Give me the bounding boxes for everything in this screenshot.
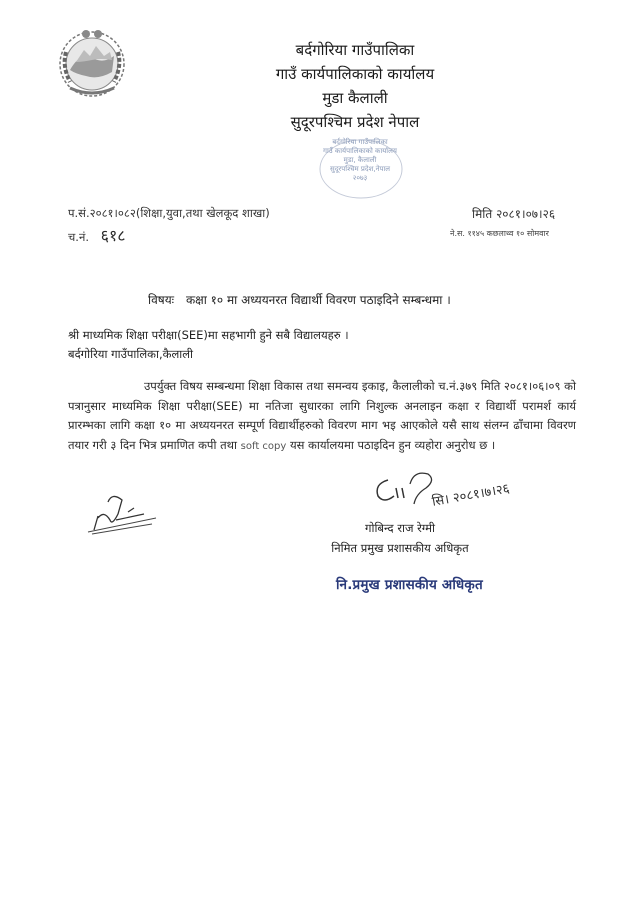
seal-line-2: गाउँ कार्यपालिकाको कार्यालय xyxy=(323,147,397,155)
officer-signature xyxy=(370,470,440,510)
dispatch-number: ६१८ xyxy=(100,226,126,245)
letter-reference-number: प.सं.२०८१।०८२(शिक्षा,युवा,तथा खेलकूद शाखा) xyxy=(68,206,270,220)
body-text-part-1: उपर्युक्त विषय सम्बन्धमा शिक्षा विकास तथा समन्वय इकाइ, कैलालीको च.नं.३७९ मिति २०८१।०६।०९ को पत्रानुसार माध्यमिक शिक्षा परीक्षा(SEE) मा नतिजा सुधारका लागि निशुल्क अनलाइन कक्षा र विद्यार्थी परामर्श कार्य प्रारम्भका लागि कक्षा १० मा अध्ययनरत सम्पूर्ण विद्यार्थीहरुको विवरण माग भइ आएकोले यसै साथ संलग्न ढाँचामा विवरण तयार गरी ३ दिन भित्र प्रमाणित कपी तथा xyxy=(68,379,576,452)
designation-stamp: नि.प्रमुख प्रशासकीय अधिकृत xyxy=(336,577,483,593)
signer-block xyxy=(300,518,500,558)
municipality-name: बर्दगोरिया गाउँपालिका xyxy=(295,41,415,59)
seal-line-5: २०७३ xyxy=(352,174,368,182)
office-location: मुडा कैलाली xyxy=(322,89,388,107)
letterhead xyxy=(215,38,495,134)
signature-date-note: सि। २०८१।७।२६ xyxy=(430,481,511,510)
initials-signature xyxy=(82,492,162,536)
letter-body xyxy=(68,377,576,456)
body-text-soft-copy: soft copy xyxy=(240,440,287,452)
signer-designation: निमित प्रमुख प्रशासकीय अधिकृत xyxy=(331,541,469,555)
subject-text: कक्षा १० मा अध्ययनरत विद्यार्थी विवरण पठाइदिने सम्बन्धमा । xyxy=(185,293,451,307)
seal-line-1: बर्दगोरिया गाउँपालिका xyxy=(332,138,388,146)
seal-line-3: मुडा, कैलाली xyxy=(343,156,377,164)
dispatch-number-row xyxy=(68,224,126,246)
province-country: सुदूरपश्चिम प्रदेश नेपाल xyxy=(290,113,420,131)
date-row xyxy=(472,205,555,222)
addressee-line-1: श्री माध्यमिक शिक्षा परीक्षा(SEE)मा सहभागी हुने सबै विद्यालयहरु । xyxy=(68,328,349,342)
seal-line-4: सुदूरपश्चिम प्रदेश,नेपाल xyxy=(329,165,391,173)
subject-label: विषयः xyxy=(148,293,175,307)
office-seal-text xyxy=(300,138,420,183)
nepal-sambat-date: ने.स. ११४५ कछलाथ्व १० सोमवार xyxy=(450,229,549,238)
body-text-part-2: यस कार्यालयमा पठाइदिन हुन व्यहोरा अनुरोध छ । xyxy=(289,437,496,452)
nepal-coat-of-arms-icon xyxy=(52,22,132,102)
date-value: २०८१।०७।२६ xyxy=(496,207,556,221)
signer-name: गोबिन्द राज रेग्मी xyxy=(365,521,435,535)
subject-line xyxy=(148,291,451,308)
dispatch-number-label: च.नं. xyxy=(68,230,89,244)
date-label: मिति xyxy=(472,207,493,221)
office-name: गाउँ कार्यपालिकाको कार्यालय xyxy=(275,65,435,83)
addressee-line-2: बर्दगोरिया गाउँपालिका,कैलाली xyxy=(68,347,194,361)
